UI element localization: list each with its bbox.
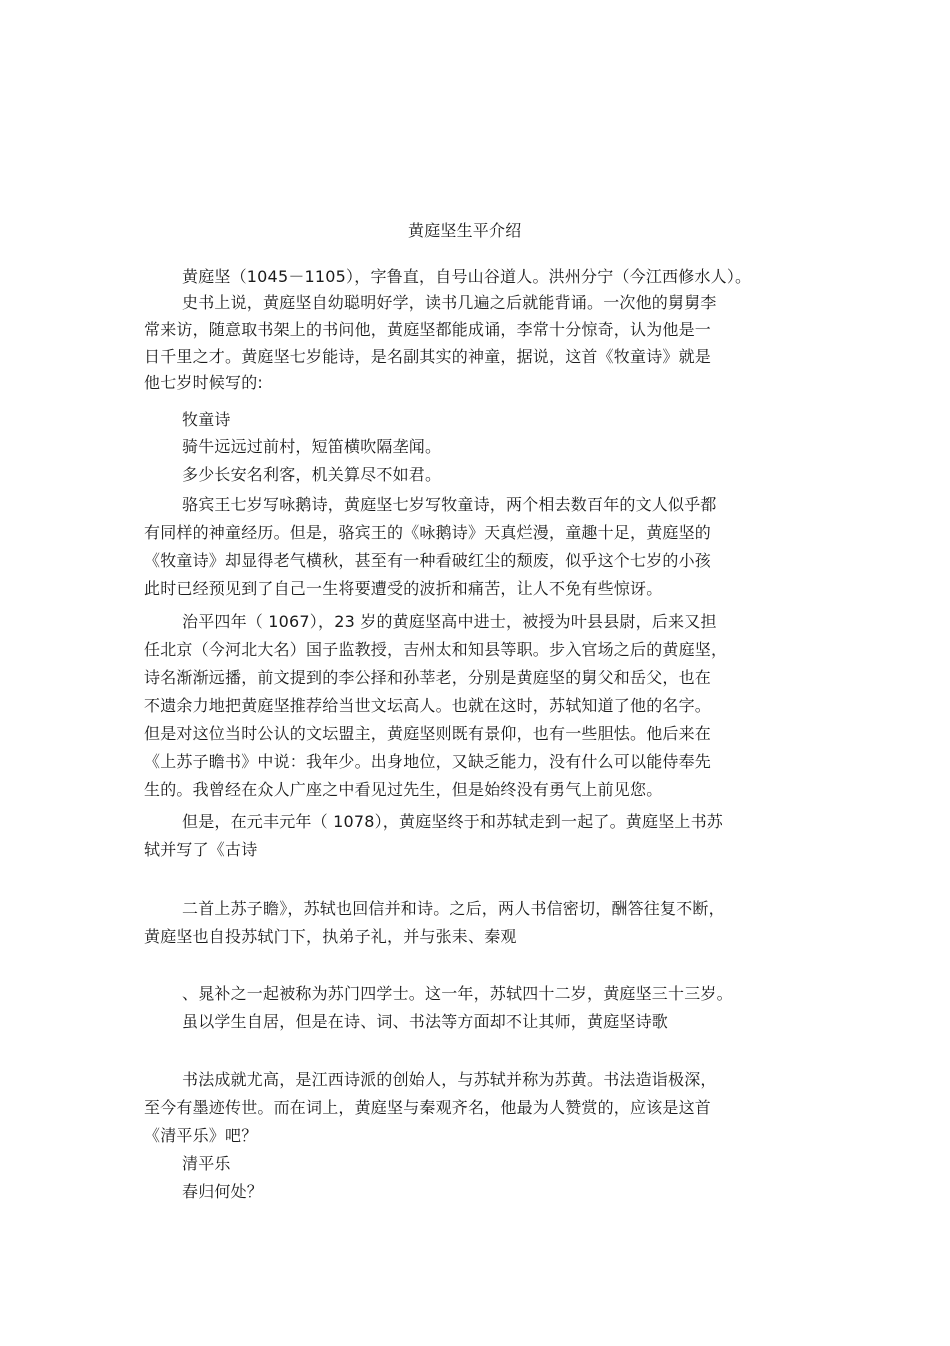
text-line: 书法成就尤高，是江西诗派的创始人，与苏轼并称为苏黄。书法造诣极深， [182, 1070, 717, 1089]
text-line: 《牧童诗》却显得老气横秋，甚至有一种看破红尘的颓废，似乎这个七岁的小孩 [144, 551, 712, 570]
text-line: 《上苏子瞻书》中说：我年少。出身地位，又缺乏能力，没有什么可以能侍奉先 [144, 752, 712, 771]
text-line: 清平乐 [182, 1154, 231, 1173]
text-line: 黄庭坚（1045－1105），字鲁直，自号山谷道人。洪州分宁（今江西修水人）。 [182, 267, 752, 286]
page-title: 黄庭坚生平介绍 [408, 221, 522, 240]
text-line: 骆宾王七岁写咏鹅诗，黄庭坚七岁写牧童诗，两个相去数百年的文人似乎都 [182, 495, 717, 514]
text-line: 日千里之才。黄庭坚七岁能诗，是名副其实的神童，据说，这首《牧童诗》就是 [144, 347, 712, 366]
text-line: 骑牛远远过前村，短笛横吹隔垄闻。 [182, 437, 442, 456]
text-line: 诗名渐渐远播，前文提到的李公择和孙莘老，分别是黄庭坚的舅父和岳父，也在 [144, 668, 712, 687]
text-line: 轼并写了《古诗 [144, 840, 258, 859]
text-line: 至今有墨迹传世。而在词上，黄庭坚与秦观齐名，他最为人赞赏的，应该是这首 [144, 1098, 712, 1117]
text-line: 春归何处？ [182, 1182, 264, 1201]
text-line: 黄庭坚也自投苏轼门下，执弟子礼，并与张耒、秦观 [144, 927, 517, 946]
text-line: 常来访，随意取书架上的书问他，黄庭坚都能成诵，李常十分惊奇，认为他是一 [144, 320, 712, 339]
text-line: 生的。我曾经在众人广座之中看见过先生，但是始终没有勇气上前见您。 [144, 780, 663, 799]
text-line: 多少长安名利客，机关算尽不如君。 [182, 465, 442, 484]
text-line: 二首上苏子瞻》，苏轼也回信并和诗。之后，两人书信密切，酬答往复不断， [182, 899, 725, 918]
text-line: 此时已经预见到了自己一生将要遭受的波折和痛苦，让人不免有些惊讶。 [144, 579, 663, 598]
text-line: 《清平乐》吧？ [144, 1126, 258, 1145]
text-line: 牧童诗 [182, 410, 231, 429]
text-line: 但是，在元丰元年（ 1078），黄庭坚终于和苏轼走到一起了。黄庭坚上书苏 [182, 812, 724, 831]
text-line: 、晁补之一起被称为苏门四学士。这一年，苏轼四十二岁，黄庭坚三十三岁。 [182, 984, 733, 1003]
text-line: 治平四年（ 1067），23 岁的黄庭坚高中进士，被授为叶县县尉，后来又担 [182, 612, 717, 631]
text-line: 但是对这位当时公认的文坛盟主，黄庭坚则既有景仰，也有一些胆怯。他后来在 [144, 724, 712, 743]
text-line: 他七岁时候写的: [144, 373, 263, 392]
text-line: 虽以学生自居，但是在诗、词、书法等方面却不让其师，黄庭坚诗歌 [182, 1012, 669, 1031]
text-line: 不遗余力地把黄庭坚推荐给当世文坛高人。也就在这时，苏轼知道了他的名字。 [144, 696, 712, 715]
text-line: 有同样的神童经历。但是，骆宾王的《咏鹅诗》天真烂漫，童趣十足，黄庭坚的 [144, 523, 712, 542]
text-line: 任北京（今河北大名）国子监教授，吉州太和知县等职。步入官场之后的黄庭坚， [144, 640, 728, 659]
text-line: 史书上说，黄庭坚自幼聪明好学，读书几遍之后就能背诵。一次他的舅舅李 [182, 293, 717, 312]
